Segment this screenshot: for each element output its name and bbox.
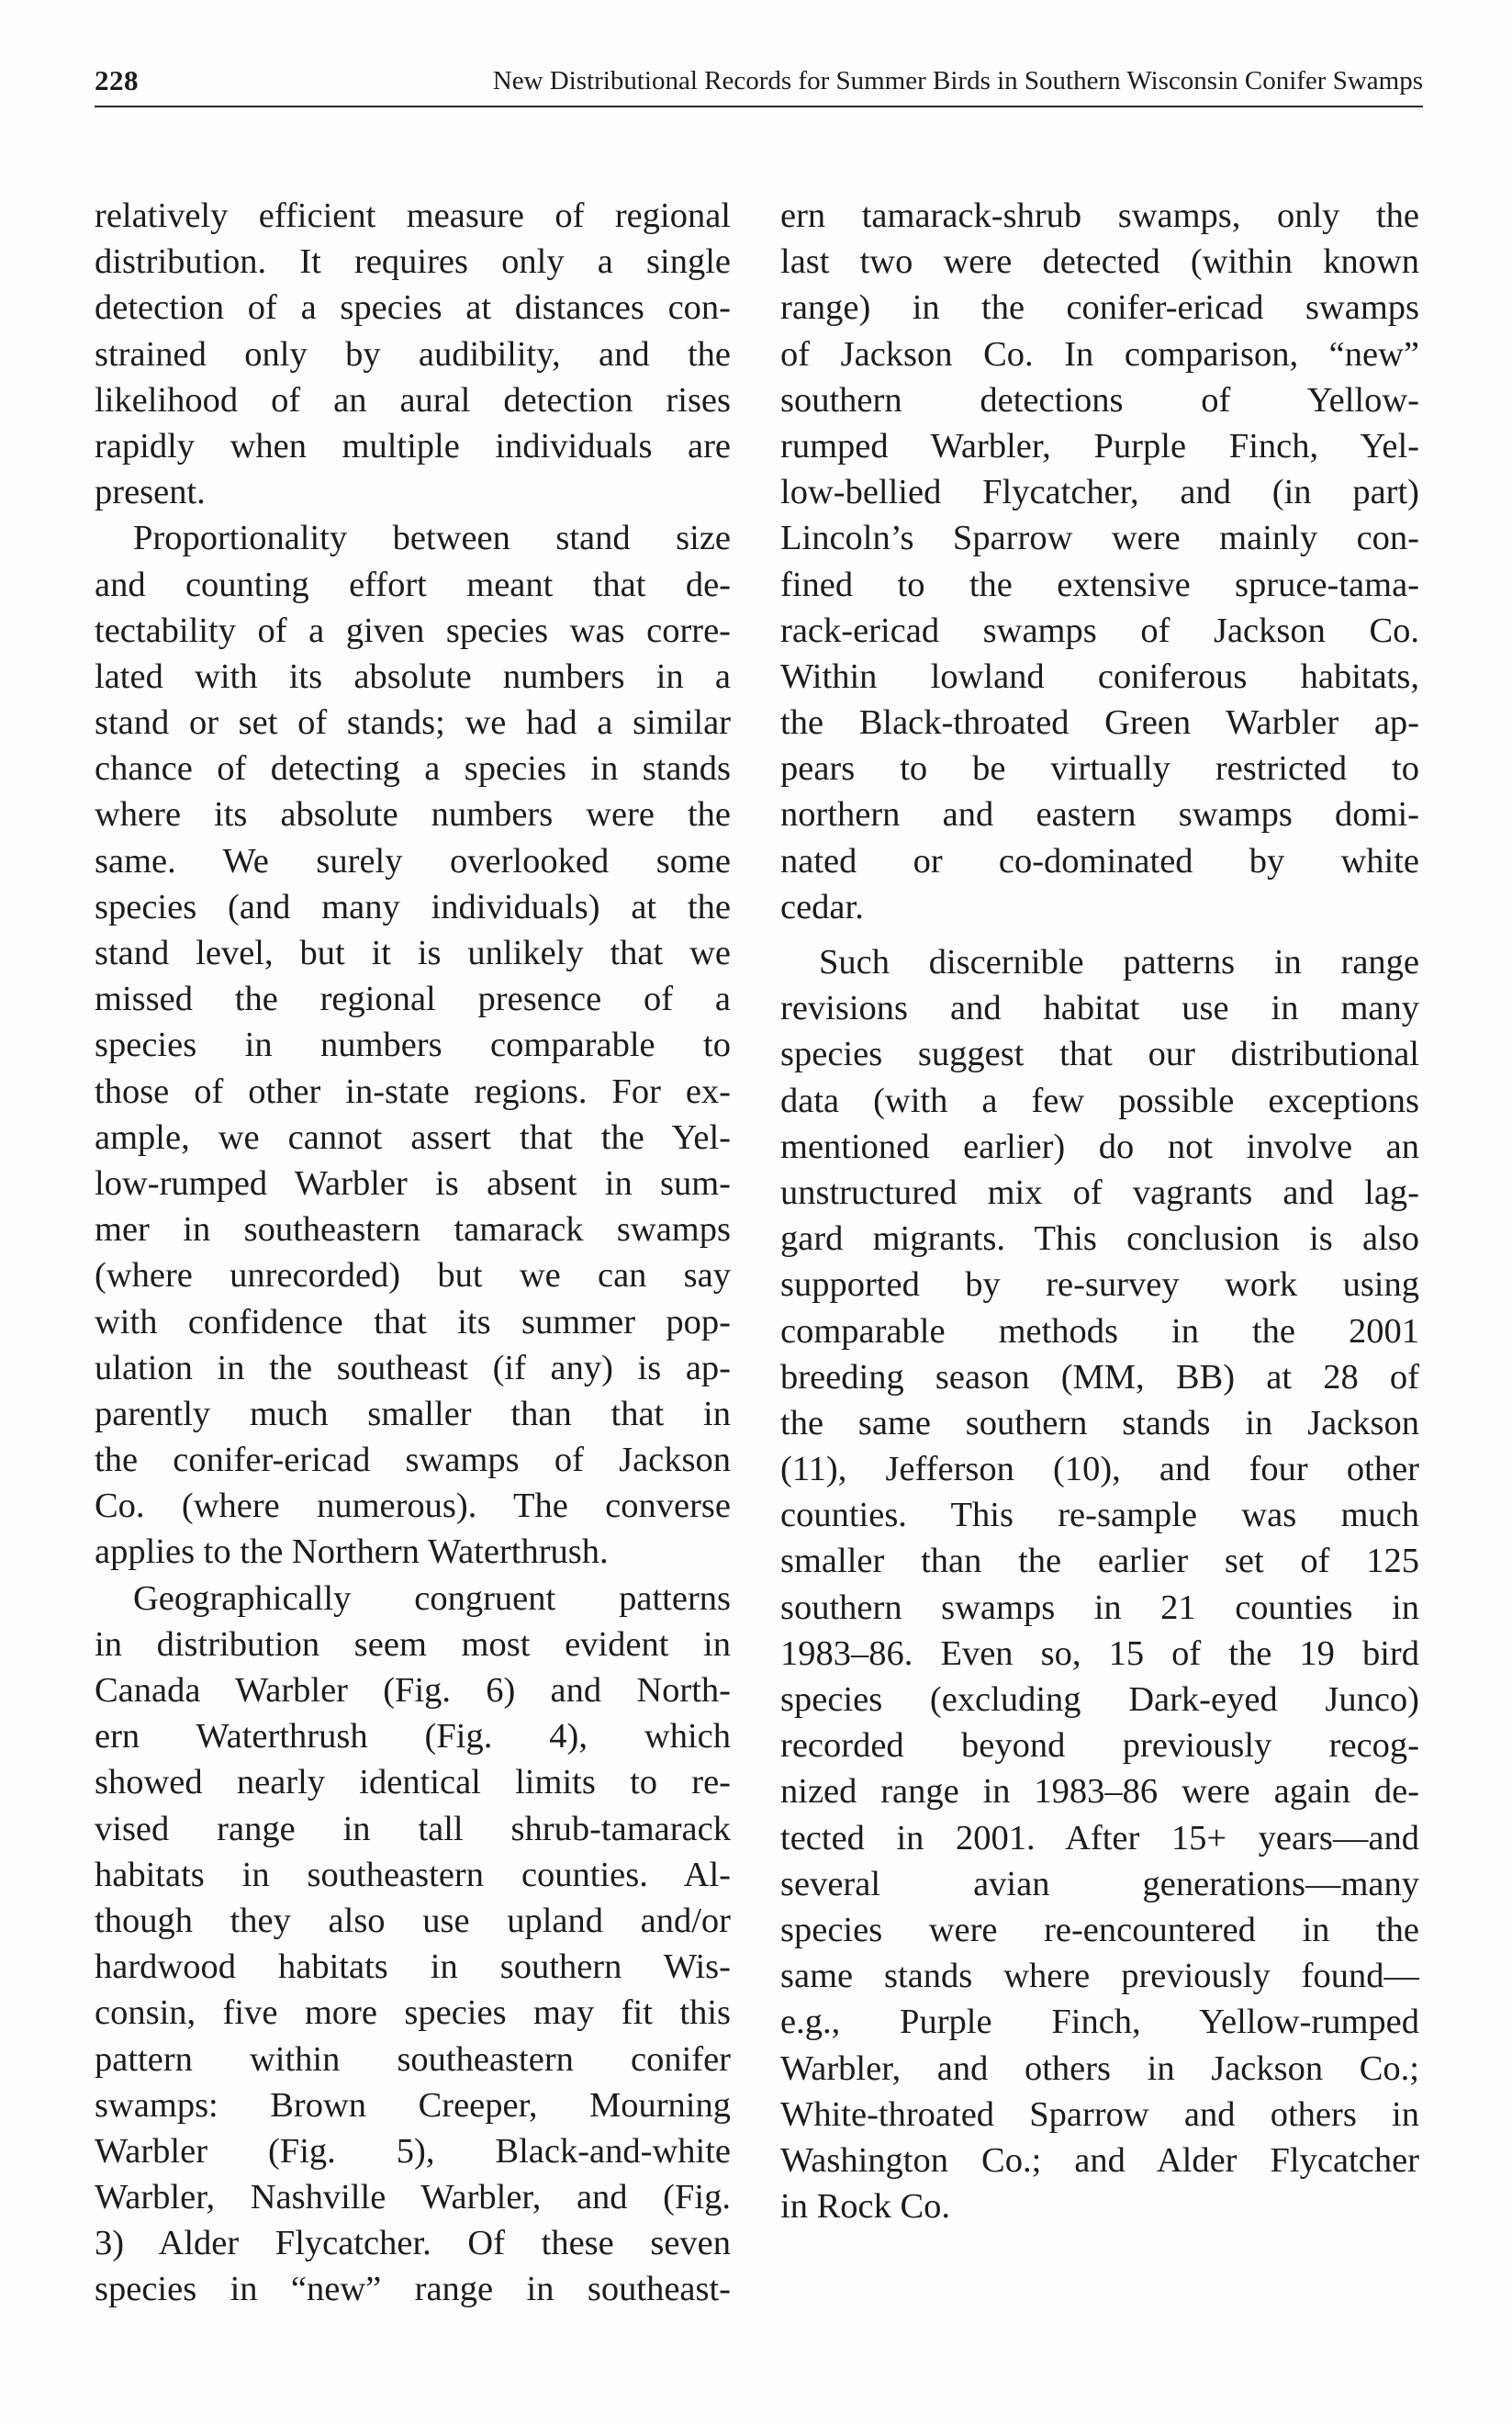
text-line: ern Waterthrush (Fig. 4), which bbox=[95, 1717, 731, 1756]
text-line: ern tamarack-shrub swamps, only the bbox=[780, 196, 1419, 235]
text-line: low-bellied Flycatcher, and (in part) bbox=[780, 473, 1419, 512]
text-line: nated or co-dominated by white bbox=[780, 841, 1419, 881]
text-line: pattern within southeastern conifer bbox=[95, 2039, 731, 2079]
text-line: Warbler, Nashville Warbler, and (Fig. bbox=[95, 2178, 731, 2217]
text-line: stand level, but it is unlikely that we bbox=[95, 934, 731, 972]
text-line: last two were detected (within known bbox=[780, 242, 1419, 282]
text-line: species were re-encountered in the bbox=[780, 1910, 1419, 1949]
text-line: of Jackson Co. In comparison, “new” bbox=[780, 334, 1419, 374]
text-line: relatively efficient measure of regional bbox=[95, 196, 731, 235]
text-line: counties. This re-sample was much bbox=[780, 1496, 1419, 1535]
text-line: ulation in the southeast (if any) is ap- bbox=[95, 1348, 731, 1387]
text-line: in distribution seem most evident in bbox=[95, 1624, 731, 1664]
text-line: those of other in-state regions. For ex- bbox=[95, 1072, 731, 1111]
text-line: swamps: Brown Creeper, Mourning bbox=[95, 2085, 731, 2125]
text-line: southern swamps in 21 counties in bbox=[780, 1588, 1419, 1627]
text-line: applies to the Northern Waterthrush. bbox=[95, 1532, 609, 1572]
text-line: species (and many individuals) at the bbox=[95, 887, 731, 926]
text-line: Washington Co.; and Alder Flycatcher bbox=[780, 2140, 1419, 2180]
text-line: species suggest that our distributional bbox=[780, 1035, 1419, 1074]
text-line: several avian generations—many bbox=[780, 1864, 1419, 1903]
text-line: gard migrants. This conclusion is also bbox=[780, 1219, 1419, 1259]
text-line: the Black-throated Green Warbler ap- bbox=[780, 703, 1419, 743]
text-line: revisions and habitat use in many bbox=[780, 989, 1419, 1028]
text-line: unstructured mix of vagrants and lag- bbox=[780, 1173, 1419, 1212]
text-line: Canada Warbler (Fig. 6) and North- bbox=[95, 1671, 731, 1710]
text-line: northern and eastern swamps domi- bbox=[780, 795, 1419, 835]
text-line: detection of a species at distances con- bbox=[95, 288, 731, 328]
text-line: lated with its absolute numbers in a bbox=[95, 656, 731, 696]
text-line: though they also use upland and/or bbox=[95, 1901, 731, 1940]
text-line: mentioned earlier) do not involve an bbox=[780, 1127, 1419, 1166]
text-line: and counting effort meant that de- bbox=[95, 565, 731, 604]
header-rule bbox=[95, 106, 1423, 107]
text-line: recorded beyond previously recog- bbox=[780, 1726, 1419, 1766]
text-line: 1983–86. Even so, 15 of the 19 bird bbox=[780, 1633, 1419, 1673]
text-line: (where unrecorded) but we can say bbox=[95, 1256, 731, 1296]
text-line: rack-ericad swamps of Jackson Co. bbox=[780, 611, 1419, 650]
text-line: Warbler, and others in Jackson Co.; bbox=[780, 2048, 1419, 2088]
text-line: low-rumped Warbler is absent in sum- bbox=[95, 1163, 731, 1203]
text-line: with confidence that its summer pop- bbox=[95, 1302, 731, 1341]
text-line: same. We surely overlooked some bbox=[95, 841, 731, 881]
right-column bbox=[780, 193, 1419, 2229]
text-line: species in “new” range in southeast- bbox=[95, 2270, 731, 2309]
text-line: consin, five more species may fit this bbox=[95, 1993, 731, 2033]
text-line: hardwood habitats in southern Wis- bbox=[95, 1947, 731, 1987]
text-line: habitats in southeastern counties. Al- bbox=[95, 1855, 731, 1894]
text-line: e.g., Purple Finch, Yellow-rumped bbox=[780, 2003, 1419, 2042]
text-line: strained only by audibility, and the bbox=[95, 334, 731, 374]
text-line: rapidly when multiple individuals are bbox=[95, 426, 731, 466]
text-line: comparable methods in the 2001 bbox=[780, 1311, 1419, 1351]
text-line: stand or set of stands; we had a similar bbox=[95, 703, 731, 743]
text-line: chance of detecting a species in stands bbox=[95, 749, 731, 789]
text-line: the conifer-ericad swamps of Jackson bbox=[95, 1441, 731, 1480]
text-line: 3) Alder Flycatcher. Of these seven bbox=[95, 2224, 731, 2263]
text-line: pears to be virtually restricted to bbox=[780, 749, 1419, 789]
text-line: tectability of a given species was corre- bbox=[95, 611, 731, 650]
text-line: range) in the conifer-ericad swamps bbox=[780, 288, 1419, 328]
text-line: Warbler (Fig. 5), Black-and-white bbox=[95, 2131, 731, 2171]
text-line: White-throated Sparrow and others in bbox=[780, 2094, 1419, 2134]
left-column bbox=[95, 193, 731, 2313]
text-line: nized range in 1983–86 were again de- bbox=[780, 1772, 1419, 1812]
page-header bbox=[95, 64, 1423, 108]
text-line: likelihood of an aural detection rises bbox=[95, 380, 731, 420]
page-number: 228 bbox=[95, 64, 139, 96]
text-line: the same southern stands in Jackson bbox=[780, 1403, 1419, 1442]
paragraph-start-line: Geographically congruent patterns bbox=[133, 1578, 731, 1618]
text-line: supported by re-survey work using bbox=[780, 1265, 1419, 1305]
text-line: southern detections of Yellow- bbox=[780, 380, 1419, 420]
text-line: where its absolute numbers were the bbox=[95, 795, 731, 835]
text-line: ample, we cannot assert that the Yel- bbox=[95, 1117, 731, 1157]
paragraph-start-line: Proportionality between stand size bbox=[133, 519, 731, 558]
text-line: tected in 2001. After 15+ years—and bbox=[780, 1818, 1419, 1857]
text-line: data (with a few possible exceptions bbox=[780, 1081, 1419, 1120]
text-line: Lincoln’s Sparrow were mainly con- bbox=[780, 519, 1419, 558]
text-line: species (excluding Dark-eyed Junco) bbox=[780, 1680, 1419, 1719]
text-line: Within lowland coniferous habitats, bbox=[780, 656, 1419, 696]
text-line: present. bbox=[95, 473, 206, 512]
running-head: New Distributional Records for Summer Birds in Southern Wisconsin Conifer Swamps bbox=[492, 66, 1423, 95]
text-line: cedar. bbox=[780, 887, 864, 926]
text-line: in Rock Co. bbox=[780, 2187, 951, 2227]
text-line: rumped Warbler, Purple Finch, Yel- bbox=[780, 426, 1419, 466]
text-line: vised range in tall shrub-tamarack bbox=[95, 1809, 731, 1848]
text-line: showed nearly identical limits to re- bbox=[95, 1763, 731, 1802]
text-line: Co. (where numerous). The converse bbox=[95, 1487, 731, 1526]
text-line: same stands where previously found— bbox=[780, 1957, 1419, 1996]
paragraph-start-line: Such discernible patterns in range bbox=[819, 943, 1419, 982]
text-line: smaller than the earlier set of 125 bbox=[780, 1542, 1419, 1581]
text-line: (11), Jefferson (10), and four other bbox=[780, 1450, 1419, 1489]
text-line: parently much smaller than that in bbox=[95, 1394, 731, 1433]
text-line: breeding season (MM, BB) at 28 of bbox=[780, 1357, 1419, 1397]
text-line: distribution. It requires only a single bbox=[95, 242, 731, 282]
text-line: missed the regional presence of a bbox=[95, 980, 731, 1019]
text-line: species in numbers comparable to bbox=[95, 1026, 731, 1065]
text-line: mer in southeastern tamarack swamps bbox=[95, 1210, 731, 1250]
text-line: fined to the extensive spruce-tama- bbox=[780, 565, 1419, 604]
